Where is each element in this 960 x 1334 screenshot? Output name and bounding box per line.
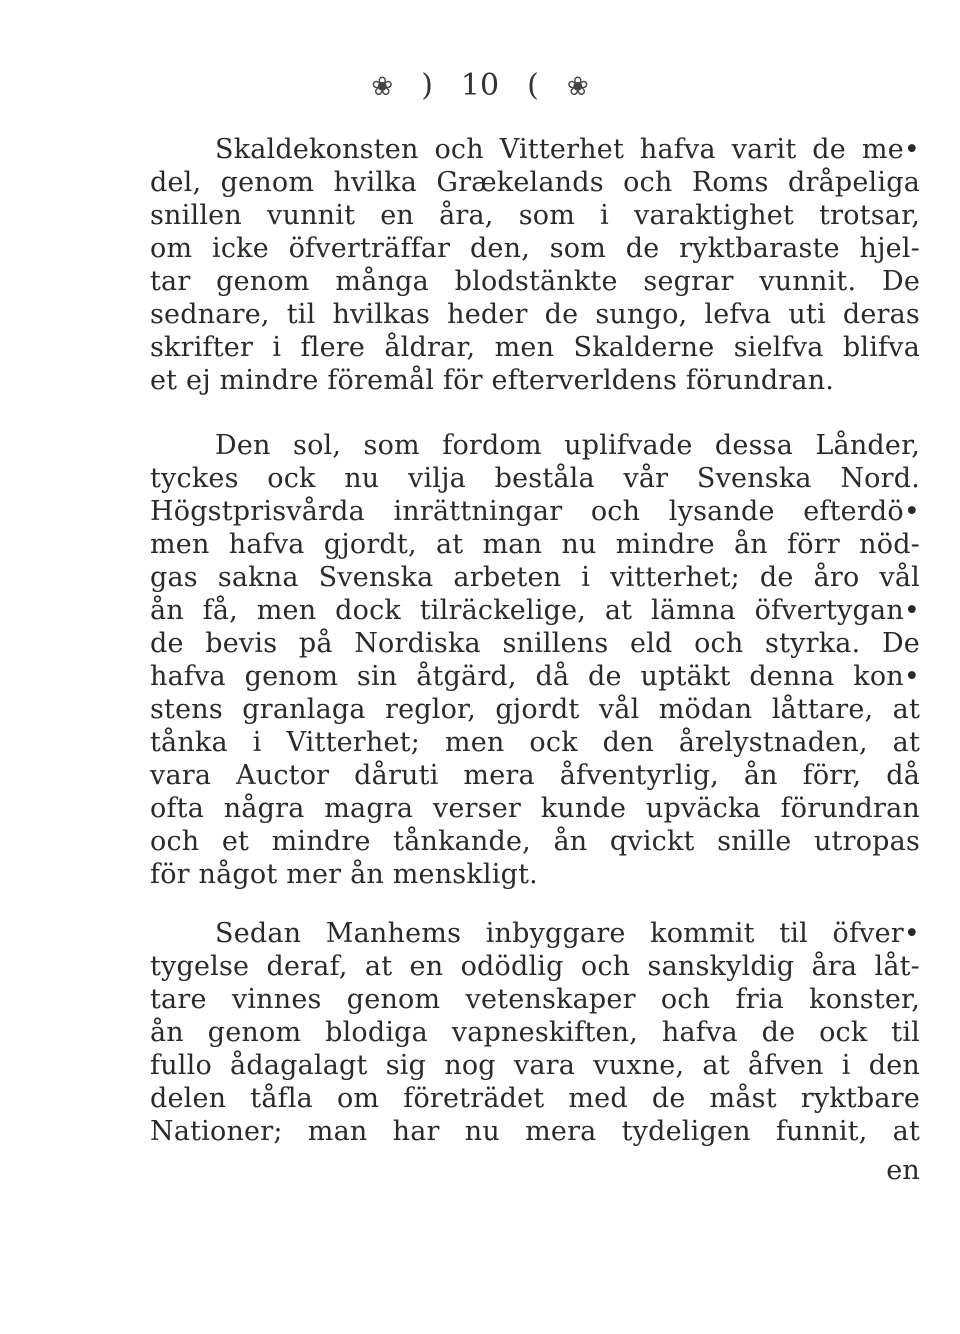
text-line: om icke öfverträffar den, som de ryktbaraste hjel- — [150, 233, 920, 264]
right-bracket: ( — [527, 68, 539, 103]
text-line: Skaldekonsten och Vitterhet hafva varit de me• — [215, 134, 920, 165]
text-line: vara Auctor dåruti mera åfventyrlig, ån förr, då — [150, 760, 920, 791]
text-line: skrifter i flere åldrar, men Skalderne sielfva blifva — [150, 332, 920, 363]
text-line: men hafva gjordt, at man nu mindre ån förr nöd- — [150, 529, 920, 560]
text-line: ån få, men dock tilräckelige, at lämna öfvertygan• — [150, 595, 920, 626]
text-line: tare vinnes genom vetenskaper och fria konster, — [150, 984, 920, 1015]
text-line: Högstprisvårda inrättningar och lysande efterdö• — [150, 496, 920, 527]
left-ornament-icon: ❀ — [371, 72, 394, 102]
text-line: et ej mindre föremål för efterverldens förundran. — [150, 365, 835, 396]
text-line: delen tåfla om företrädet med de måst ryktbare — [150, 1083, 920, 1114]
text-line: för något mer ån menskligt. — [150, 859, 538, 890]
text-line: tånka i Vitterhet; men ock den årelystnaden, at — [150, 727, 920, 758]
text-line: del, genom hvilka Grækelands och Roms dråpeliga — [150, 167, 920, 198]
text-line: Sedan Manhems inbyggare kommit til öfver• — [215, 918, 920, 949]
text-line: snillen vunnit en åra, som i varaktighet trotsar, — [150, 200, 920, 231]
left-bracket: ) — [421, 68, 433, 103]
page-header — [0, 68, 960, 103]
text-line: stens granlaga reglor, gjordt vål mödan låttare, at — [150, 694, 920, 725]
catchword: en — [886, 1155, 920, 1186]
text-line: fullo ådagalagt sig nog vara vuxne, at åfven i den — [150, 1050, 920, 1081]
text-line: de bevis på Nordiska snillens eld och styrka. De — [150, 628, 920, 659]
text-line: hafva genom sin åtgärd, då de uptäkt denna kon• — [150, 661, 920, 692]
text-line: ån genom blodiga vapneskiften, hafva de ock til — [150, 1017, 920, 1048]
text-line: tar genom många blodstänkte segrar vunnit. De — [150, 266, 920, 297]
text-line: tyckes ock nu vilja beståla vår Svenska Nord. — [150, 463, 920, 494]
text-line: gas sakna Svenska arbeten i vitterhet; de åro vål — [150, 562, 920, 593]
text-line: och et mindre tånkande, ån qvickt snille utropas — [150, 826, 920, 857]
text-line: sednare, til hvilkas heder de sungo, lefva uti deras — [150, 299, 920, 330]
page-number: 10 — [460, 68, 500, 103]
text-line: Nationer; man har nu mera tydeligen funnit, at — [150, 1116, 920, 1147]
right-ornament-icon: ❀ — [566, 72, 589, 102]
text-line: ofta några magra verser kunde upväcka förundran — [150, 793, 920, 824]
text-line: Den sol, som fordom uplifvade dessa Lånder, — [215, 430, 920, 461]
text-line: tygelse deraf, at en odödlig och sanskyldig åra låt- — [150, 951, 920, 982]
